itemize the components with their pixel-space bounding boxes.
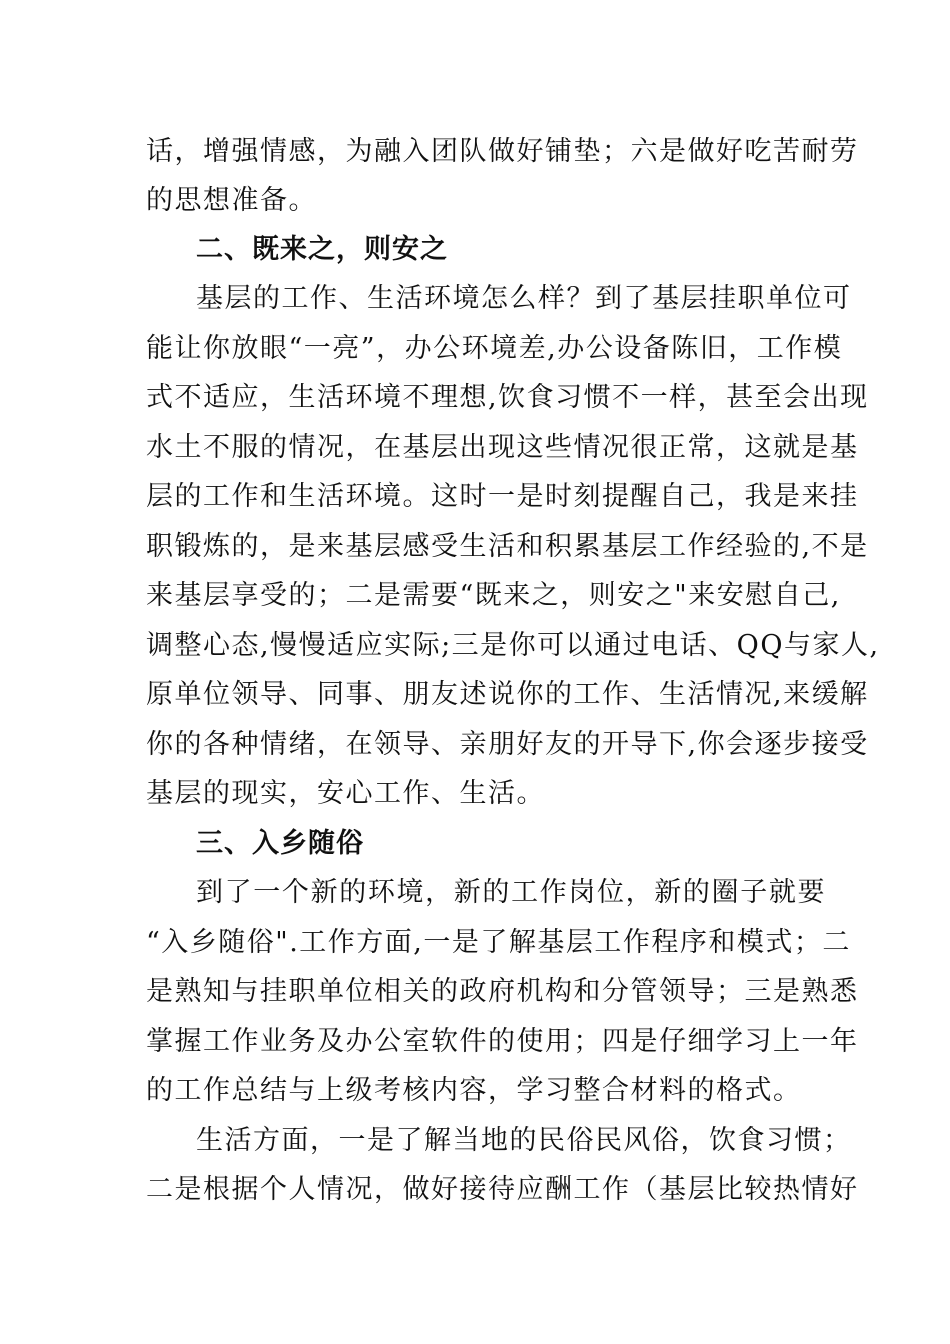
paragraph-line: 水土不服的情况，在基层出现这些情况很正常，这就是基	[146, 432, 859, 463]
paragraph-line: 原单位领导、同事、朋友述说你的工作、生活情况,来缓解	[146, 679, 869, 710]
paragraph-line: 能让你放眼“一亮”，办公环境差,办公设备陈旧，工作模	[146, 333, 843, 364]
section-heading-2: 二、既来之，则安之	[196, 234, 448, 265]
paragraph-line: 掌握工作业务及办公室软件的使用；四是仔细学习上一年	[146, 1026, 859, 1057]
paragraph-line: 来基层享受的；二是需要“既来之，则安之"来安慰自己,	[146, 580, 841, 611]
paragraph-line: 调整心态,慢慢适应实际;三是你可以通过电话、QQ与家人,	[146, 630, 880, 661]
paragraph-line: 基层的现实，安心工作、生活。	[146, 778, 545, 809]
paragraph-line: 二是根据个人情况，做好接待应酬工作（基层比较热情好	[146, 1174, 859, 1205]
paragraph-line: 你的各种情绪，在领导、亲朋好友的开导下,你会逐步接受	[146, 729, 869, 760]
paragraph-line: 是熟知与挂职单位相关的政府机构和分管领导；三是熟悉	[146, 976, 859, 1007]
paragraph-line: 的思想准备。	[146, 185, 317, 216]
paragraph-line: 层的工作和生活环境。这时一是时刻提醒自己，我是来挂	[146, 481, 859, 512]
section-heading-3: 三、入乡随俗	[196, 828, 364, 859]
paragraph-line: 式不适应，生活环境不理想,饮食习惯不一样，甚至会出现	[146, 382, 869, 413]
paragraph-line: 话，增强情感，为融入团队做好铺垫；六是做好吃苦耐劳	[146, 136, 859, 167]
paragraph-line: 基层的工作、生活环境怎么样？到了基层挂职单位可	[196, 283, 852, 314]
paragraph-line: 的工作总结与上级考核内容，学习整合材料的格式。	[146, 1075, 802, 1106]
paragraph-line: 生活方面，一是了解当地的民俗民风俗，饮食习惯；	[196, 1125, 852, 1156]
paragraph-line: 到了一个新的环境，新的工作岗位，新的圈子就要	[196, 877, 826, 908]
paragraph-line: 职锻炼的，是来基层感受生活和积累基层工作经验的,不是	[146, 531, 869, 562]
paragraph-line: “入乡随俗".工作方面,一是了解基层工作程序和模式；二	[146, 927, 851, 958]
